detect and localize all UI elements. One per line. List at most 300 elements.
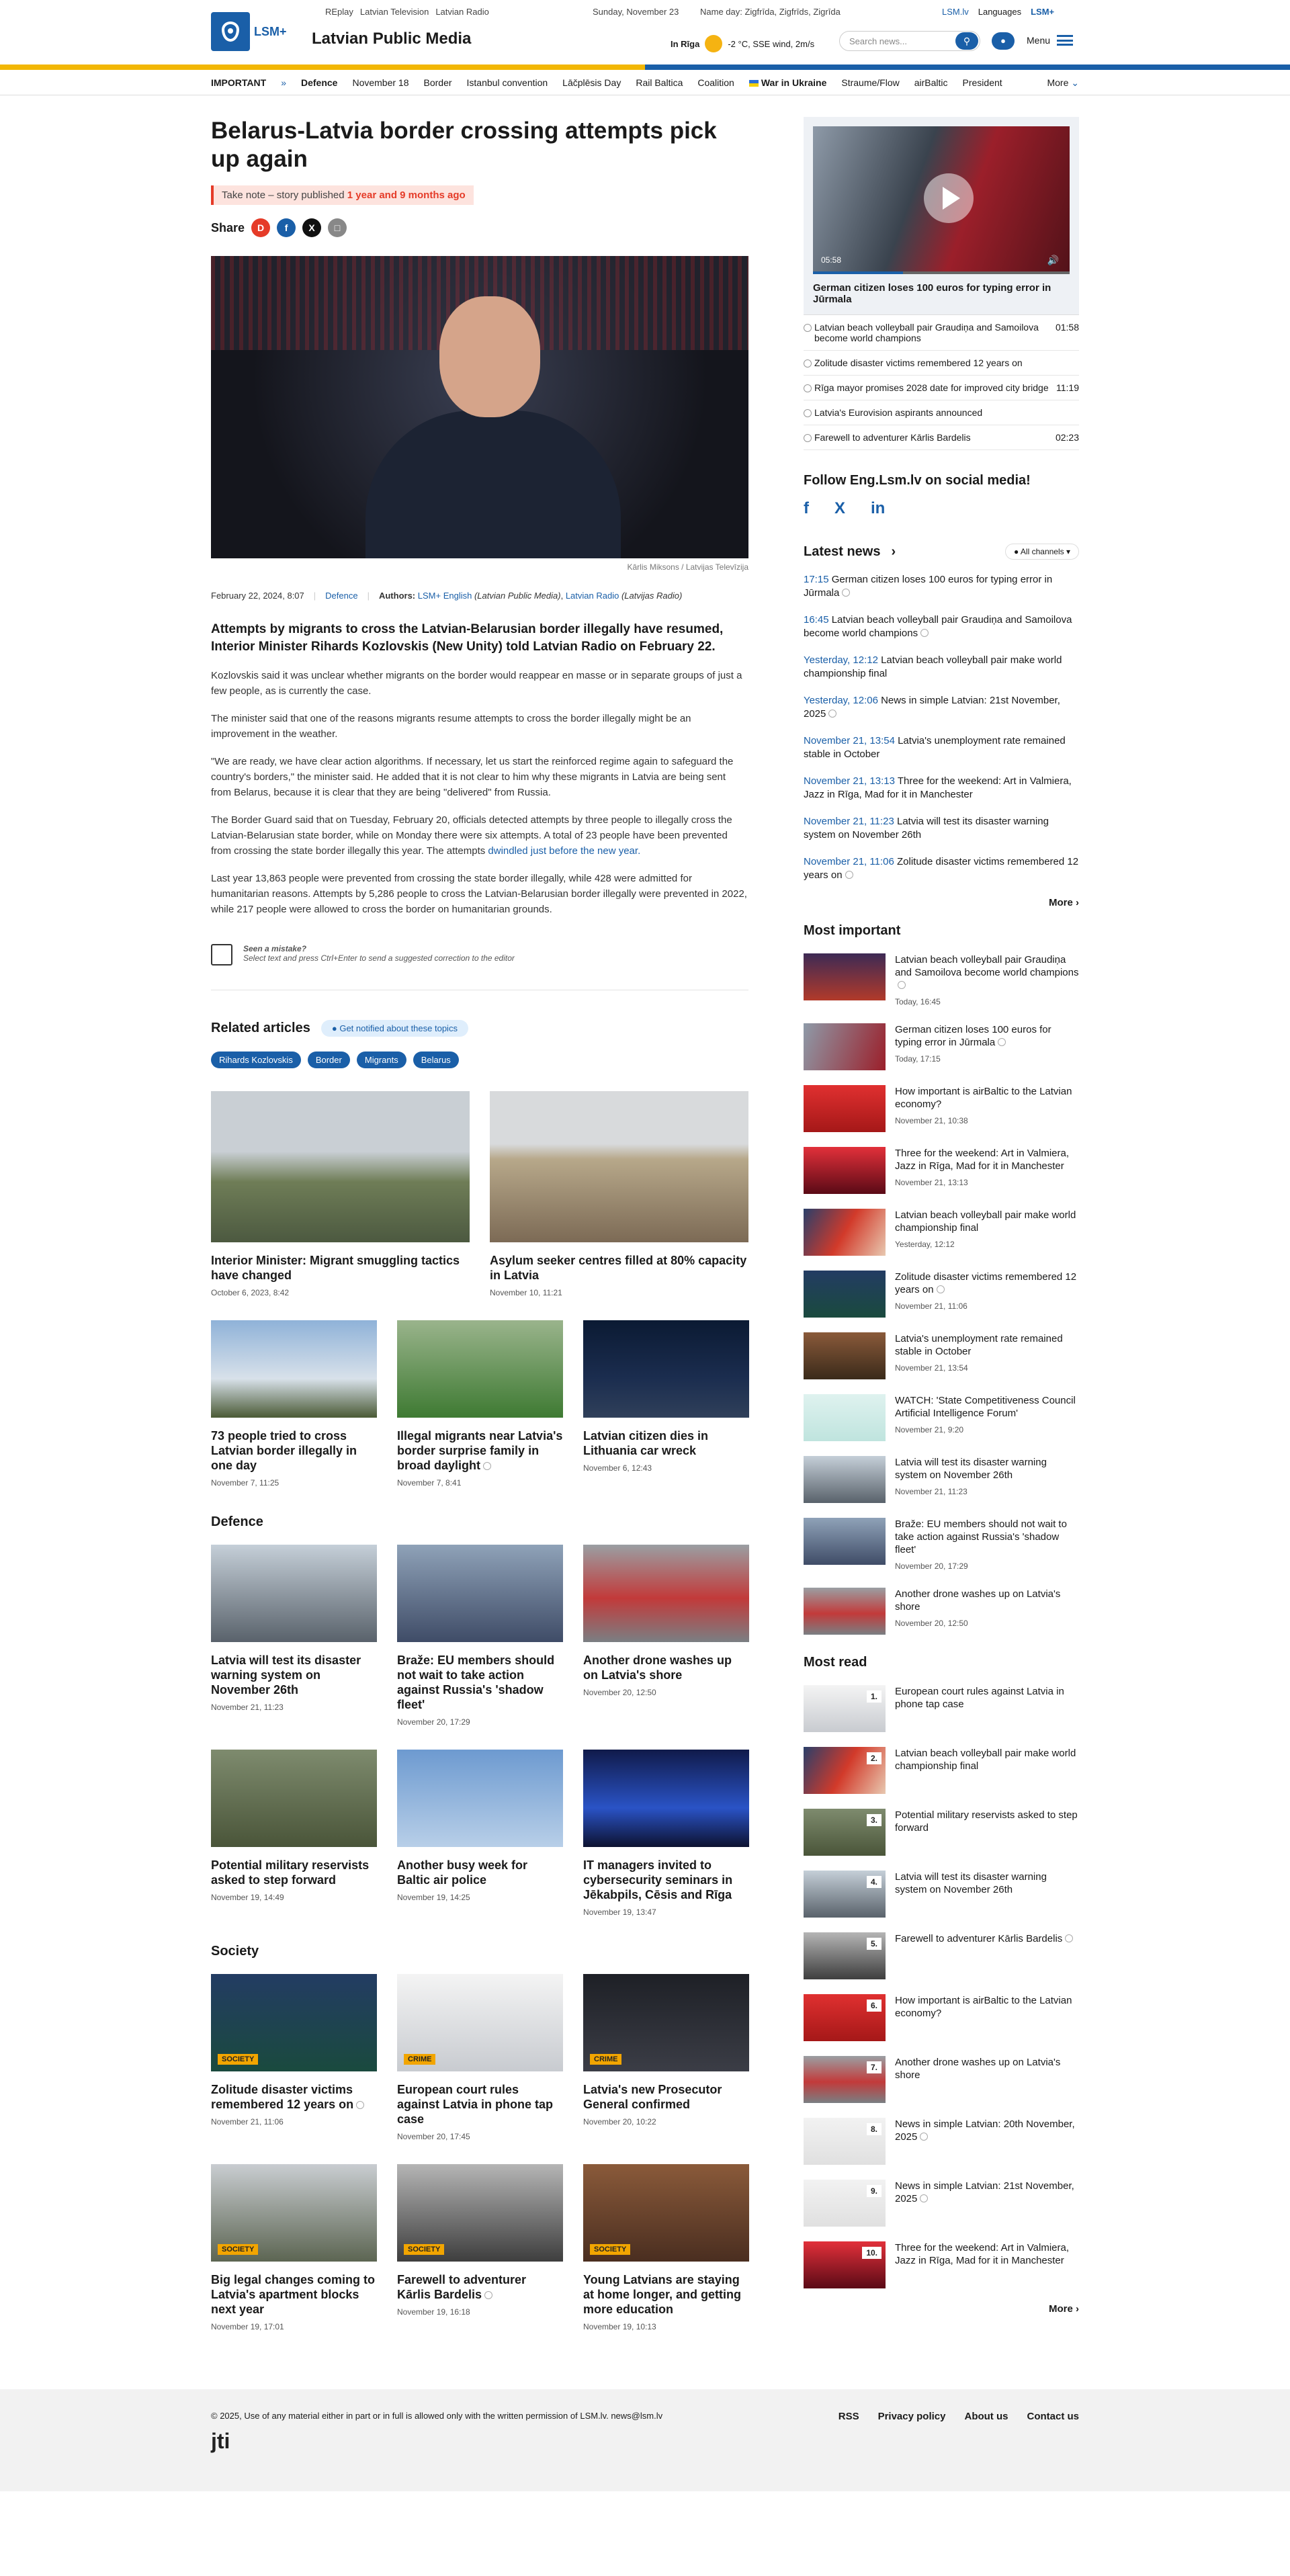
article-thumbnail xyxy=(211,2164,377,2262)
category-badge: CRIME xyxy=(590,2054,621,2065)
article-thumbnail xyxy=(211,1320,377,1418)
important-item[interactable] xyxy=(804,953,1079,1008)
draugiem-icon[interactable]: D xyxy=(251,218,270,237)
lsm-logo-icon xyxy=(211,12,250,51)
nav-item[interactable]: Border xyxy=(423,77,452,88)
nameday: Name day: Zigfrīda, Zigfrīds, Zigrīda xyxy=(700,7,841,17)
replay-link[interactable]: REplay xyxy=(325,7,353,17)
card-date: November 19, 14:25 xyxy=(397,1893,470,1902)
important-item[interactable] xyxy=(804,1456,1079,1503)
card-date: November 20, 12:50 xyxy=(583,1688,656,1697)
card-date: November 20, 10:22 xyxy=(583,2117,656,2127)
important-item[interactable] xyxy=(804,1271,1079,1318)
item-title: Latvia will test its disaster warning system on November 26th xyxy=(895,1871,1047,1895)
video-progress[interactable] xyxy=(813,271,1070,274)
chevron-right-icon[interactable]: › xyxy=(891,544,896,559)
paragraph: "We are ready, we have clear action algorithms. If necessary, let us start the reinforced regime again to safeguard the country's borders," the minister said. He added that it is not clear to him why these migrants in Latvia are being sent from Belarus, because it is clear that they are being "delivered" from Russia. xyxy=(211,756,734,798)
defence-card[interactable] xyxy=(211,1750,377,1917)
defence-card[interactable] xyxy=(397,1750,563,1917)
top-header xyxy=(211,0,1079,65)
card-title xyxy=(397,2272,563,2302)
author-link[interactable]: LSM+ English xyxy=(417,591,472,601)
ukraine-flag-icon xyxy=(749,80,759,87)
rank-number: 5. xyxy=(867,1938,882,1950)
channel-select-value: All channels xyxy=(1020,547,1064,556)
important-item[interactable] xyxy=(804,1209,1079,1256)
lsm-link[interactable]: LSM.lv xyxy=(942,7,969,17)
nav-item[interactable]: Istanbul convention xyxy=(466,77,548,88)
audio-icon xyxy=(483,1462,491,1470)
latest-time: November 21, 13:54 xyxy=(804,735,895,746)
tag[interactable]: Border xyxy=(308,1051,350,1068)
item-date: November 21, 10:38 xyxy=(895,1116,968,1125)
mostread-item[interactable] xyxy=(804,1809,1079,1856)
x-icon[interactable]: X xyxy=(302,218,321,237)
search-input[interactable]: Search news... xyxy=(839,31,980,51)
card-date: November 19, 13:47 xyxy=(583,1907,656,1917)
chevron-down-icon: ⌄ xyxy=(1071,77,1079,88)
important-item[interactable] xyxy=(804,1023,1079,1070)
nav-item[interactable]: Lāčplēsis Day xyxy=(562,77,621,88)
playlist-title: Farewell to adventurer Kārlis Bardelis xyxy=(814,432,971,443)
article-thumbnail xyxy=(804,1588,886,1635)
mostread-more-link[interactable]: More › xyxy=(1048,2303,1079,2315)
mistake-hint: Select text and press Ctrl+Enter to send a suggested correction to the editor xyxy=(243,953,515,963)
article-thumbnail xyxy=(804,2118,886,2165)
weather-sun-icon xyxy=(705,35,722,52)
related-card[interactable] xyxy=(490,1091,748,1297)
card-date: November 7, 11:25 xyxy=(211,1478,280,1488)
card-title: 73 people tried to cross Latvian border illegally in one day xyxy=(211,1429,357,1472)
category-link[interactable]: Defence xyxy=(325,591,358,601)
ltv-link[interactable]: Latvian Television xyxy=(359,7,429,17)
card-date: November 7, 8:41 xyxy=(397,1478,462,1488)
tag[interactable]: Rihards Kozlovskis xyxy=(211,1051,301,1068)
video-time: 05:58 xyxy=(821,255,842,265)
lr-link[interactable]: Latvian Radio xyxy=(435,7,489,17)
important-item[interactable] xyxy=(804,1085,1079,1132)
mostread-list xyxy=(804,1685,1079,2288)
play-icon[interactable] xyxy=(924,173,974,223)
search-icon[interactable]: ⚲ xyxy=(955,32,978,50)
playlist-title: Latvia's Eurovision aspirants announced xyxy=(814,407,983,418)
important-item[interactable] xyxy=(804,1588,1079,1635)
facebook-icon[interactable]: f xyxy=(804,499,809,517)
card-date: November 19, 14:49 xyxy=(211,1893,284,1902)
item-title: Potential military reservists asked to step forward xyxy=(895,1809,1078,1834)
article-thumbnail xyxy=(583,1320,749,1418)
menu-button[interactable] xyxy=(1027,35,1073,46)
topic-nav xyxy=(0,70,1290,95)
latest-time: Yesterday, 12:12 xyxy=(804,654,878,666)
latest-item[interactable] xyxy=(804,694,1079,721)
card-date: November 6, 12:43 xyxy=(583,1463,652,1473)
languages-link[interactable]: Languages xyxy=(978,7,1022,17)
share-bar xyxy=(211,218,748,237)
card-title-text: Farewell to adventurer Kārlis Bardelis xyxy=(397,2273,527,2301)
top-links xyxy=(325,7,489,17)
site-title: Latvian Public Media xyxy=(312,30,472,48)
article-thumbnail xyxy=(804,1085,886,1132)
paragraph: Last year 13,863 people were prevented from crossing the state border illegally, while 428 were admitted for humanitarian reasons. Attempts by 5,286 people to cross the Latvian-Belarusian border illegally were prevented in 2022, while 217 people were allowed to cross the border on humanitarian grounds. xyxy=(211,873,747,915)
article-title: Belarus-Latvia border crossing attempts pick up again xyxy=(211,118,717,172)
facebook-icon[interactable]: f xyxy=(277,218,296,237)
card-title: Potential military reservists asked to step forward xyxy=(211,1858,370,1887)
nav-item-defence[interactable]: Defence xyxy=(300,77,338,88)
item-date: November 21, 13:54 xyxy=(895,1363,968,1373)
card-title: Latvian citizen dies in Lithuania car wreck xyxy=(583,1429,709,1457)
item-title: Three for the weekend: Art in Valmiera, Jazz in Rīga, Mad for it in Manchester xyxy=(895,2242,1070,2266)
paragraph: Kozlovskis said it was unclear whether migrants on the border would reappear en masse or in separate groups of just a few people, as is currently the case. xyxy=(211,670,742,697)
category-badge: SOCIETY xyxy=(404,2244,444,2255)
society-card[interactable] xyxy=(583,2164,749,2331)
defence-section xyxy=(211,1514,748,1917)
rank-number: 4. xyxy=(867,1876,882,1888)
mostread-item[interactable] xyxy=(804,1871,1079,1918)
latest-more-link[interactable]: More › xyxy=(1048,897,1079,908)
article-thumbnail xyxy=(804,2056,886,2103)
audio-icon xyxy=(828,710,836,718)
audio-icon xyxy=(356,2101,364,2109)
article-thumbnail xyxy=(804,1332,886,1379)
color-stripe xyxy=(0,65,1290,70)
channel-select[interactable]: ● All channels ▾ xyxy=(1005,544,1079,560)
video-frame[interactable] xyxy=(813,126,1070,274)
society-card[interactable] xyxy=(583,1974,749,2141)
bell-icon[interactable]: ● xyxy=(992,32,1015,50)
related-heading: Related articles xyxy=(211,1021,310,1035)
article-thumbnail xyxy=(804,1685,886,1732)
related-card[interactable] xyxy=(583,1320,749,1488)
article-thumbnail xyxy=(804,1147,886,1194)
copy-link-icon[interactable]: □ xyxy=(328,218,347,237)
playlist-duration: 02:23 xyxy=(1055,432,1079,443)
audio-icon xyxy=(1065,1934,1073,1942)
playlist-item[interactable] xyxy=(804,376,1079,400)
rank-number: 3. xyxy=(867,1814,882,1826)
x-icon[interactable]: X xyxy=(834,499,846,517)
rss-link[interactable]: RSS xyxy=(838,2411,859,2422)
audio-icon xyxy=(937,1285,945,1293)
latest-item[interactable] xyxy=(804,734,1079,761)
card-date: November 10, 11:21 xyxy=(490,1288,562,1297)
item-date: Yesterday, 12:12 xyxy=(895,1240,955,1249)
related-card[interactable] xyxy=(211,1320,377,1488)
society-card[interactable] xyxy=(397,2164,563,2331)
item-date: November 21, 11:06 xyxy=(895,1301,968,1311)
related-card[interactable] xyxy=(211,1091,470,1297)
important-label: IMPORTANT xyxy=(211,77,267,88)
playlist-title: Zolitude disaster victims remembered 12 years on xyxy=(814,357,1023,368)
inline-link[interactable]: dwindled just before the new year. xyxy=(488,845,641,857)
card-date: November 19, 10:13 xyxy=(583,2322,656,2331)
playlist-item[interactable] xyxy=(804,425,1079,450)
playlist-item[interactable] xyxy=(804,315,1079,351)
card-date: November 19, 17:01 xyxy=(211,2322,284,2331)
item-title: Latvia's unemployment rate remained stable in October xyxy=(895,1333,1063,1357)
tag[interactable]: Migrants xyxy=(357,1051,406,1068)
defence-card[interactable] xyxy=(583,1545,749,1727)
article-thumbnail xyxy=(804,1994,886,2041)
rank-number: 8. xyxy=(867,2123,882,2135)
card-date: November 20, 17:29 xyxy=(397,1717,470,1727)
latest-time: 16:45 xyxy=(804,614,829,626)
item-title: Latvian beach volleyball pair Graudiņa and Samoilova become world champions xyxy=(895,954,1079,978)
site-logo[interactable] xyxy=(211,12,287,51)
article-thumbnail xyxy=(583,1974,749,2071)
related-card[interactable] xyxy=(397,1320,563,1488)
follow-title: Follow Eng.Lsm.lv on social media! xyxy=(804,473,1031,488)
about-link[interactable]: About us xyxy=(964,2411,1008,2422)
card-date: November 21, 11:06 xyxy=(211,2117,284,2127)
item-date: November 21, 9:20 xyxy=(895,1425,964,1434)
card-title: Another busy week for Baltic air police xyxy=(397,1858,528,1887)
article-thumbnail xyxy=(804,2241,886,2288)
latest-item[interactable] xyxy=(804,855,1079,882)
paragraph xyxy=(211,812,748,859)
card-title-text: Illegal migrants near Latvia's border surprise family in broad daylight xyxy=(397,1429,563,1472)
item-date: Today, 16:45 xyxy=(895,997,941,1006)
nav-item[interactable]: airBaltic xyxy=(914,77,948,88)
article-column xyxy=(211,117,748,2331)
card-title: IT managers invited to cybersecurity seminars in Jēkabpils, Cēsis and Rīga xyxy=(583,1858,733,1901)
card-title: Braže: EU members should not wait to take action against Russia's 'shadow fleet' xyxy=(397,1654,555,1711)
current-date: Sunday, November 23 xyxy=(593,7,679,17)
latest-item[interactable] xyxy=(804,815,1079,842)
item-date: November 21, 13:13 xyxy=(895,1178,968,1187)
card-title: Young Latvians are staying at home longer, and getting more education xyxy=(583,2273,742,2316)
latest-heading: Latest news xyxy=(804,544,881,559)
notify-button[interactable]: ● Get notified about these topics xyxy=(321,1020,468,1037)
linkedin-icon[interactable]: in xyxy=(871,499,886,517)
item-title: Zolitude disaster victims remembered 12 years on xyxy=(895,1271,1077,1295)
rank-number: 2. xyxy=(867,1752,882,1764)
important-item[interactable] xyxy=(804,1518,1079,1573)
rank-number: 10. xyxy=(862,2247,882,2259)
latest-title: Latvian beach volleyball pair Graudiņa and Samoilova become world champions xyxy=(804,614,1072,639)
video-title: German citizen loses 100 euros for typing error in Jūrmala xyxy=(813,282,1051,305)
video-icon xyxy=(920,629,929,637)
article-thumbnail xyxy=(583,2164,749,2262)
society-card[interactable] xyxy=(211,2164,377,2331)
copyright: © 2025, Use of any material either in part or in full is allowed only with the written permission of LSM.lv. news@lsm.lv xyxy=(211,2411,663,2421)
article-thumbnail xyxy=(583,1545,749,1642)
mistake-title: Seen a mistake? xyxy=(243,944,307,953)
contact-link[interactable]: Contact us xyxy=(1027,2411,1079,2422)
item-title: How important is airBaltic to the Latvian economy? xyxy=(895,1995,1072,2019)
card-date: October 6, 2023, 8:42 xyxy=(211,1288,290,1297)
important-list xyxy=(804,953,1079,1635)
mostread-item[interactable] xyxy=(804,1994,1079,2041)
item-title: Latvian beach volleyball pair make world championship final xyxy=(895,1748,1076,1772)
mostread-item[interactable] xyxy=(804,2056,1079,2103)
item-title: Another drone washes up on Latvia's shore xyxy=(895,2057,1061,2081)
item-date: Today, 17:15 xyxy=(895,1054,941,1064)
video-icon xyxy=(842,589,850,597)
article-thumbnail xyxy=(583,1750,749,1847)
chevrons-icon: » xyxy=(281,77,286,88)
society-card[interactable] xyxy=(211,1974,377,2141)
video-player xyxy=(804,117,1079,315)
nav-item[interactable]: November 18 xyxy=(352,77,409,88)
weather-text: -2 °C, SSE wind, 2m/s xyxy=(728,38,815,49)
article-thumbnail xyxy=(804,2180,886,2227)
hamburger-icon xyxy=(1057,35,1073,46)
mistake-box xyxy=(211,944,748,990)
category-badge: CRIME xyxy=(404,2054,435,2065)
card-title xyxy=(211,2082,377,2112)
card-title: Interior Minister: Migrant smuggling tactics have changed xyxy=(211,1254,460,1282)
article-thumbnail xyxy=(804,1809,886,1856)
author-org: (Latvian Public Media) xyxy=(474,591,561,601)
latest-title: Latvian beach volleyball pair make world championship final xyxy=(804,654,1062,679)
latest-time: Yesterday, 12:06 xyxy=(804,695,878,706)
latest-title: Zolitude disaster victims remembered 12 years on xyxy=(804,856,1079,881)
article-thumbnail xyxy=(804,1747,886,1794)
important-item[interactable] xyxy=(804,1332,1079,1379)
item-date: November 20, 12:50 xyxy=(895,1619,968,1628)
latest-time: November 21, 11:06 xyxy=(804,856,894,867)
latest-list xyxy=(804,573,1079,882)
latest-time: November 21, 13:13 xyxy=(804,775,895,787)
article-thumbnail xyxy=(211,1974,377,2071)
mostread-item[interactable] xyxy=(804,2241,1079,2288)
card-title xyxy=(397,1428,563,1473)
mostread-item[interactable] xyxy=(804,2118,1079,2165)
rank-number: 6. xyxy=(867,2000,882,2012)
item-title: How important is airBaltic to the Latvian economy? xyxy=(895,1086,1072,1110)
audio-icon xyxy=(920,2133,928,2141)
article-thumbnail xyxy=(211,1545,377,1642)
nav-item[interactable]: Coalition xyxy=(697,77,734,88)
nav-item[interactable]: President xyxy=(962,77,1002,88)
paragraph-text: The Border Guard said that on Tuesday, February 20, officials detected attempts by three people to illegally cross the Latvian-Belarusian state border, while on Monday there were six attempts. A total of 23 people have been prevented from crossing the state border illegally this year. The attempts xyxy=(211,814,732,857)
video-progress-fill xyxy=(813,271,903,274)
item-title: Another drone washes up on Latvia's shore xyxy=(895,1588,1061,1613)
mostread-item[interactable] xyxy=(804,1747,1079,1794)
important-item[interactable] xyxy=(804,1147,1079,1194)
audio-icon xyxy=(484,2291,492,2299)
article-thumbnail xyxy=(804,953,886,1000)
card-date: November 20, 17:45 xyxy=(397,2132,470,2141)
video-playlist xyxy=(804,315,1079,450)
important-item[interactable] xyxy=(804,1394,1079,1441)
category-badge: SOCIETY xyxy=(218,2244,258,2255)
more-label: More xyxy=(1048,2303,1073,2315)
latest-item[interactable] xyxy=(804,654,1079,681)
latest-time: November 21, 11:23 xyxy=(804,816,894,827)
nav-item-label: War in Ukraine xyxy=(761,77,827,88)
latest-header xyxy=(804,544,1079,560)
card-title-text: Zolitude disaster victims remembered 12 years on xyxy=(211,2083,354,2111)
share-label: Share xyxy=(211,220,245,234)
society-heading: Society xyxy=(211,1944,259,1959)
playlist-duration: 11:19 xyxy=(1056,382,1079,393)
item-title: Latvia will test its disaster warning system on November 26th xyxy=(895,1457,1047,1481)
related-section xyxy=(211,1020,748,1488)
card-title: Latvia's new Prosecutor General confirmed xyxy=(583,2083,722,2111)
item-title: News in simple Latvian: 20th November, 2025 xyxy=(895,2118,1075,2143)
latest-title: News in simple Latvian: 21st November, 2025 xyxy=(804,695,1060,720)
latest-item[interactable] xyxy=(804,775,1079,802)
card-date: November 21, 11:23 xyxy=(211,1703,284,1712)
item-date: November 21, 11:23 xyxy=(895,1487,968,1496)
article-thumbnail xyxy=(211,1091,470,1242)
mostread-item[interactable] xyxy=(804,1932,1079,1979)
card-title: European court rules against Latvia in phone tap case xyxy=(397,2083,554,2126)
nav-more[interactable] xyxy=(1047,77,1079,89)
age-note xyxy=(211,185,474,205)
latest-item[interactable] xyxy=(804,573,1079,600)
article-thumbnail xyxy=(804,1932,886,1979)
note-age: 1 year and 9 months ago xyxy=(347,189,466,201)
article-meta: February 22, 2024, 8:07 | Defence | Authors: LSM+ English (Latvian Public Media), Latvian Radio (Latvijas Radio) xyxy=(211,591,683,601)
mostread-item[interactable] xyxy=(804,2180,1079,2227)
card-title: Latvia will test its disaster warning system on November 26th xyxy=(211,1654,361,1697)
defence-heading: Defence xyxy=(211,1514,263,1529)
item-title: Three for the weekend: Art in Valmiera, Jazz in Rīga, Mad for it in Manchester xyxy=(895,1148,1070,1172)
tag[interactable]: Belarus xyxy=(413,1051,459,1068)
image-caption: Kārlis Miksons / Latvijas Televīzija xyxy=(627,562,748,572)
paragraph: The minister said that one of the reasons migrants resume attempts to cross the border illegally might be an improvement in the weather. xyxy=(211,713,691,740)
hero-image xyxy=(211,256,748,558)
important-heading: Most important xyxy=(804,923,901,938)
article-thumbnail xyxy=(490,1091,748,1242)
jti-logo: jti xyxy=(211,2429,230,2453)
card-title: Asylum seeker centres filled at 80% capacity in Latvia xyxy=(490,1254,747,1282)
article-thumbnail xyxy=(804,1023,886,1070)
video-icon xyxy=(898,981,906,989)
weather xyxy=(671,35,814,52)
playlist-item[interactable] xyxy=(804,351,1079,376)
mostread-heading: Most read xyxy=(804,1655,867,1670)
pencil-icon xyxy=(211,944,232,965)
item-title: Latvian beach volleyball pair make world championship final xyxy=(895,1209,1076,1234)
latest-item[interactable] xyxy=(804,613,1079,640)
video-icon xyxy=(998,1038,1006,1046)
society-card[interactable] xyxy=(397,1974,563,2141)
defence-card[interactable] xyxy=(211,1545,377,1727)
author-link[interactable]: Latvian Radio xyxy=(565,591,619,601)
article-thumbnail xyxy=(397,1974,563,2071)
notify-label: Get notified about these topics xyxy=(339,1023,458,1033)
playlist-item[interactable] xyxy=(804,400,1079,425)
article-date: February 22, 2024, 8:07 xyxy=(211,591,304,601)
defence-card[interactable] xyxy=(583,1750,749,1917)
languages-logo: LSM+ xyxy=(1031,7,1055,17)
nav-item[interactable]: Rail Baltica xyxy=(636,77,683,88)
audio-icon xyxy=(920,2194,928,2202)
privacy-link[interactable]: Privacy policy xyxy=(877,2411,946,2422)
author-org: (Latvijas Radio) xyxy=(621,591,683,601)
article-thumbnail xyxy=(804,1456,886,1503)
defence-card[interactable] xyxy=(397,1545,563,1727)
audio-icon xyxy=(845,871,853,879)
mostread-item[interactable] xyxy=(804,1685,1079,1732)
menu-label: Menu xyxy=(1027,35,1051,46)
latest-title: Latvia's unemployment rate remained stable in October xyxy=(804,735,1066,760)
item-title: Farewell to adventurer Kārlis Bardelis xyxy=(895,1933,1063,1944)
latest-title: Latvia will test its disaster warning system on November 26th xyxy=(804,816,1049,841)
volume-icon[interactable]: 🔊 xyxy=(1047,255,1059,265)
footer xyxy=(0,2389,1290,2491)
nav-item[interactable]: Straume/Flow xyxy=(841,77,900,88)
nav-item-war-ukraine[interactable] xyxy=(749,77,827,88)
article-thumbnail xyxy=(804,1394,886,1441)
article-thumbnail xyxy=(397,1750,563,1847)
category-badge: SOCIETY xyxy=(590,2244,630,2255)
item-title: German citizen loses 100 euros for typing error in Jūrmala xyxy=(895,1024,1051,1048)
